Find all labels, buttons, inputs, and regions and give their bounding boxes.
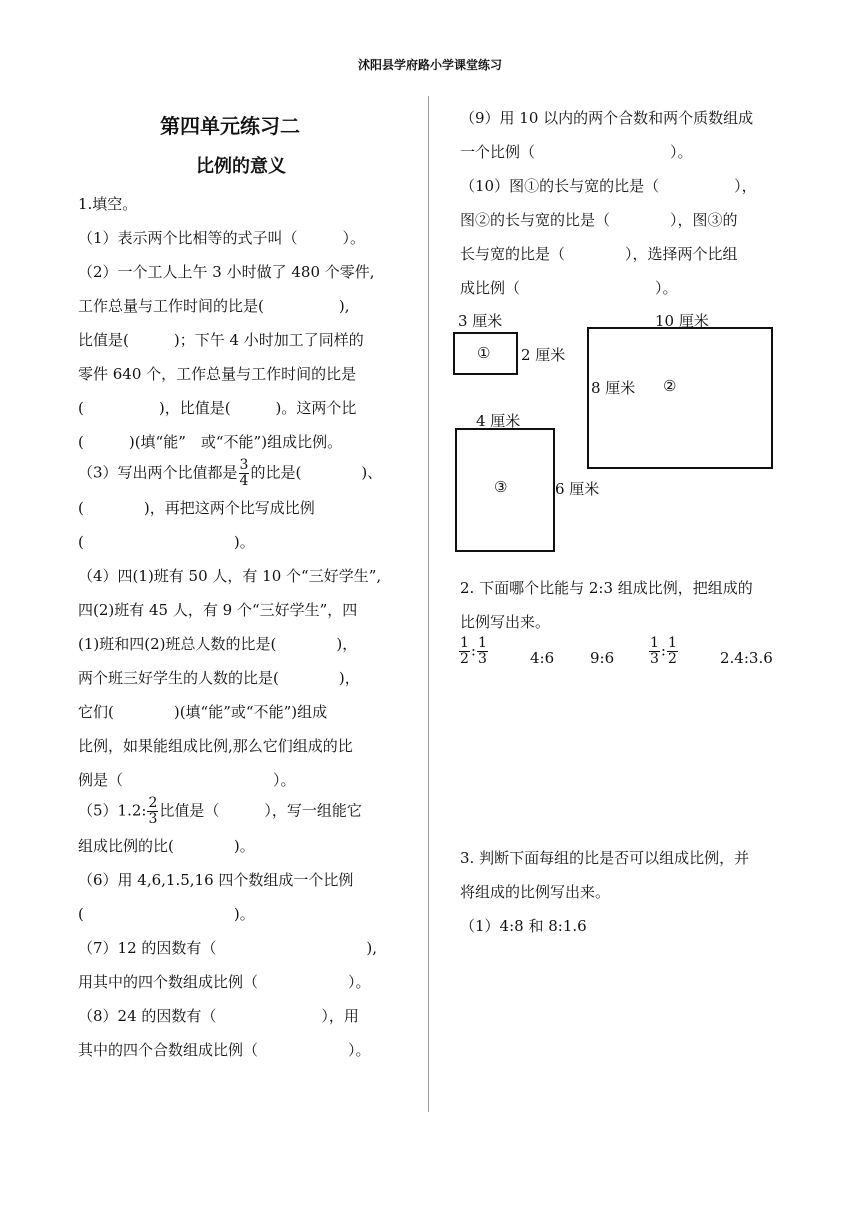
question-6-line: ( )。 [78, 905, 255, 923]
question-8-line: （8）24 的因数有（ ），用 [78, 1007, 359, 1025]
fraction-denominator: 3 [477, 651, 487, 667]
question-10-line: 图②的长与宽的比是（ ），图③的 [460, 211, 738, 229]
fraction-denominator: 3 [148, 811, 158, 827]
question-4-line: (1)班和四(2)班总人数的比是( )， [78, 635, 358, 653]
question-5-text: 比值是（ ），写一组能它 [159, 801, 362, 820]
figure-3-marker: ③ [494, 478, 508, 496]
section-1-heading: 1.填空。 [78, 195, 138, 213]
question-3-text: 的比是( )、 [250, 463, 383, 482]
question-4-line: 四(2)班有 45 人，有 9 个“三好学生”，四 [78, 601, 358, 619]
fraction-numerator: 2 [148, 795, 158, 811]
question-3-text: （3）写出两个比值都是 [78, 463, 238, 482]
figure-2-rectangle [587, 327, 773, 469]
question-3-line [78, 458, 382, 489]
fraction-three-quarters [239, 458, 250, 489]
question-7-line: 用其中的四个数组成比例（ ）。 [78, 973, 371, 991]
ratio-option-4: $\frac{1}{3}$ : $\frac{1}{2}$ [650, 635, 677, 667]
ratio-option-2: 4:6 [530, 649, 555, 667]
ratio-option-1: $\frac{1}{2}$ : $\frac{1}{3}$ [460, 635, 487, 667]
question-9-line: （9）用 10 以内的两个合数和两个质数组成 [460, 109, 754, 127]
question-10-line: （10）图①的长与宽的比是（ ）， [460, 177, 757, 195]
question-4-line: 例是（ ）。 [78, 771, 296, 789]
question-3-line: ( )，再把这两个比写成比例 [78, 499, 315, 517]
question-5-text: （5）1.2: [78, 801, 147, 820]
figure-3-width-label: 4 厘米 [476, 412, 521, 430]
ratio-option-3: 9:6 [590, 649, 615, 667]
figure-2-marker: ② [663, 377, 677, 395]
section-3-heading: 将组成的比例写出来。 [460, 883, 611, 901]
question-6-line: （6）用 4,6,1.5,16 四个数组成一个比例 [78, 871, 354, 889]
question-2-line: ( )，比值是( )。这两个比 [78, 399, 357, 417]
question-10-line: 长与宽的比是（ ），选择两个比组 [460, 245, 738, 263]
fraction-numerator: 3 [239, 457, 249, 473]
question-8-line: 其中的四个合数组成比例（ ）。 [78, 1041, 371, 1059]
question-4-line: 比例，如果能组成比例,那么它们组成的比 [78, 737, 353, 755]
figure-1-width-label: 3 厘米 [458, 312, 503, 330]
fraction-denominator: 2 [460, 651, 469, 667]
fraction [667, 636, 678, 667]
figure-1-marker: ① [477, 344, 491, 362]
page-header: 沭阳县学府路小学课堂练习 [357, 58, 502, 72]
question-4-line: （4）四(1)班有 50 人，有 10 个“三好学生”, [78, 567, 382, 585]
fraction [459, 636, 470, 667]
question-3-line: ( )。 [78, 533, 255, 551]
fraction-two-thirds [147, 796, 158, 827]
question-5-line: 组成比例的比( )。 [78, 837, 255, 855]
question-2-line: （2）一个工人上午 3 小时做了 480 个零件, [78, 263, 375, 281]
question-10-line: 成比例（ ）。 [460, 279, 678, 297]
section-2-heading: 2. 下面哪个比能与 2:3 组成比例，把组成的 [460, 579, 753, 597]
worksheet-subtitle: 比例的意义 [196, 156, 286, 177]
fraction-numerator: 1 [477, 635, 487, 651]
worksheet-title: 第四单元练习二 [160, 114, 300, 138]
figure-3-height-label: 6 厘米 [555, 480, 600, 498]
question-5-line [78, 796, 362, 827]
fraction [649, 636, 660, 667]
question-4-line: 它们( )(填“能”或“不能”)组成 [78, 703, 328, 721]
figure-1-height-label: 2 厘米 [521, 346, 566, 364]
fraction [477, 636, 488, 667]
fraction-numerator: 1 [667, 635, 677, 651]
fraction-denominator: 3 [650, 651, 659, 667]
question-7-line: （7）12 的因数有（ ), [78, 939, 378, 957]
question-2-line: 零件 640 个，工作总量与工作时间的比是 [78, 365, 357, 383]
question-1: （1）表示两个比相等的式子叫（ ）。 [78, 229, 366, 247]
figure-2-height-label: 8 厘米 [591, 379, 636, 397]
question-2-line: 比值是( )；下午 4 小时加工了同样的 [78, 331, 364, 349]
question-4-line: 两个班三好学生的人数的比是( )， [78, 669, 360, 687]
ratio-option-5: 2.4:3.6 [720, 649, 773, 667]
question-9-line: 一个比例（ ）。 [460, 143, 693, 161]
column-divider [428, 96, 429, 1112]
fraction-denominator: 4 [239, 473, 249, 489]
fraction-numerator: 1 [460, 635, 469, 651]
fraction-numerator: 1 [650, 635, 659, 651]
question-2-line: 工作总量与工作时间的比是( ), [78, 297, 350, 315]
section-2-heading: 比例写出来。 [460, 613, 551, 631]
section-3-question-1: （1）4:8 和 8:1.6 [460, 917, 587, 935]
fraction-denominator: 2 [667, 651, 677, 667]
section-3-heading: 3. 判断下面每组的比是否可以组成比例，并 [460, 849, 750, 867]
figure-2-width-label: 10 厘米 [655, 312, 709, 330]
question-2-line: ( )(填“能” 或“不能”)组成比例。 [78, 433, 343, 451]
